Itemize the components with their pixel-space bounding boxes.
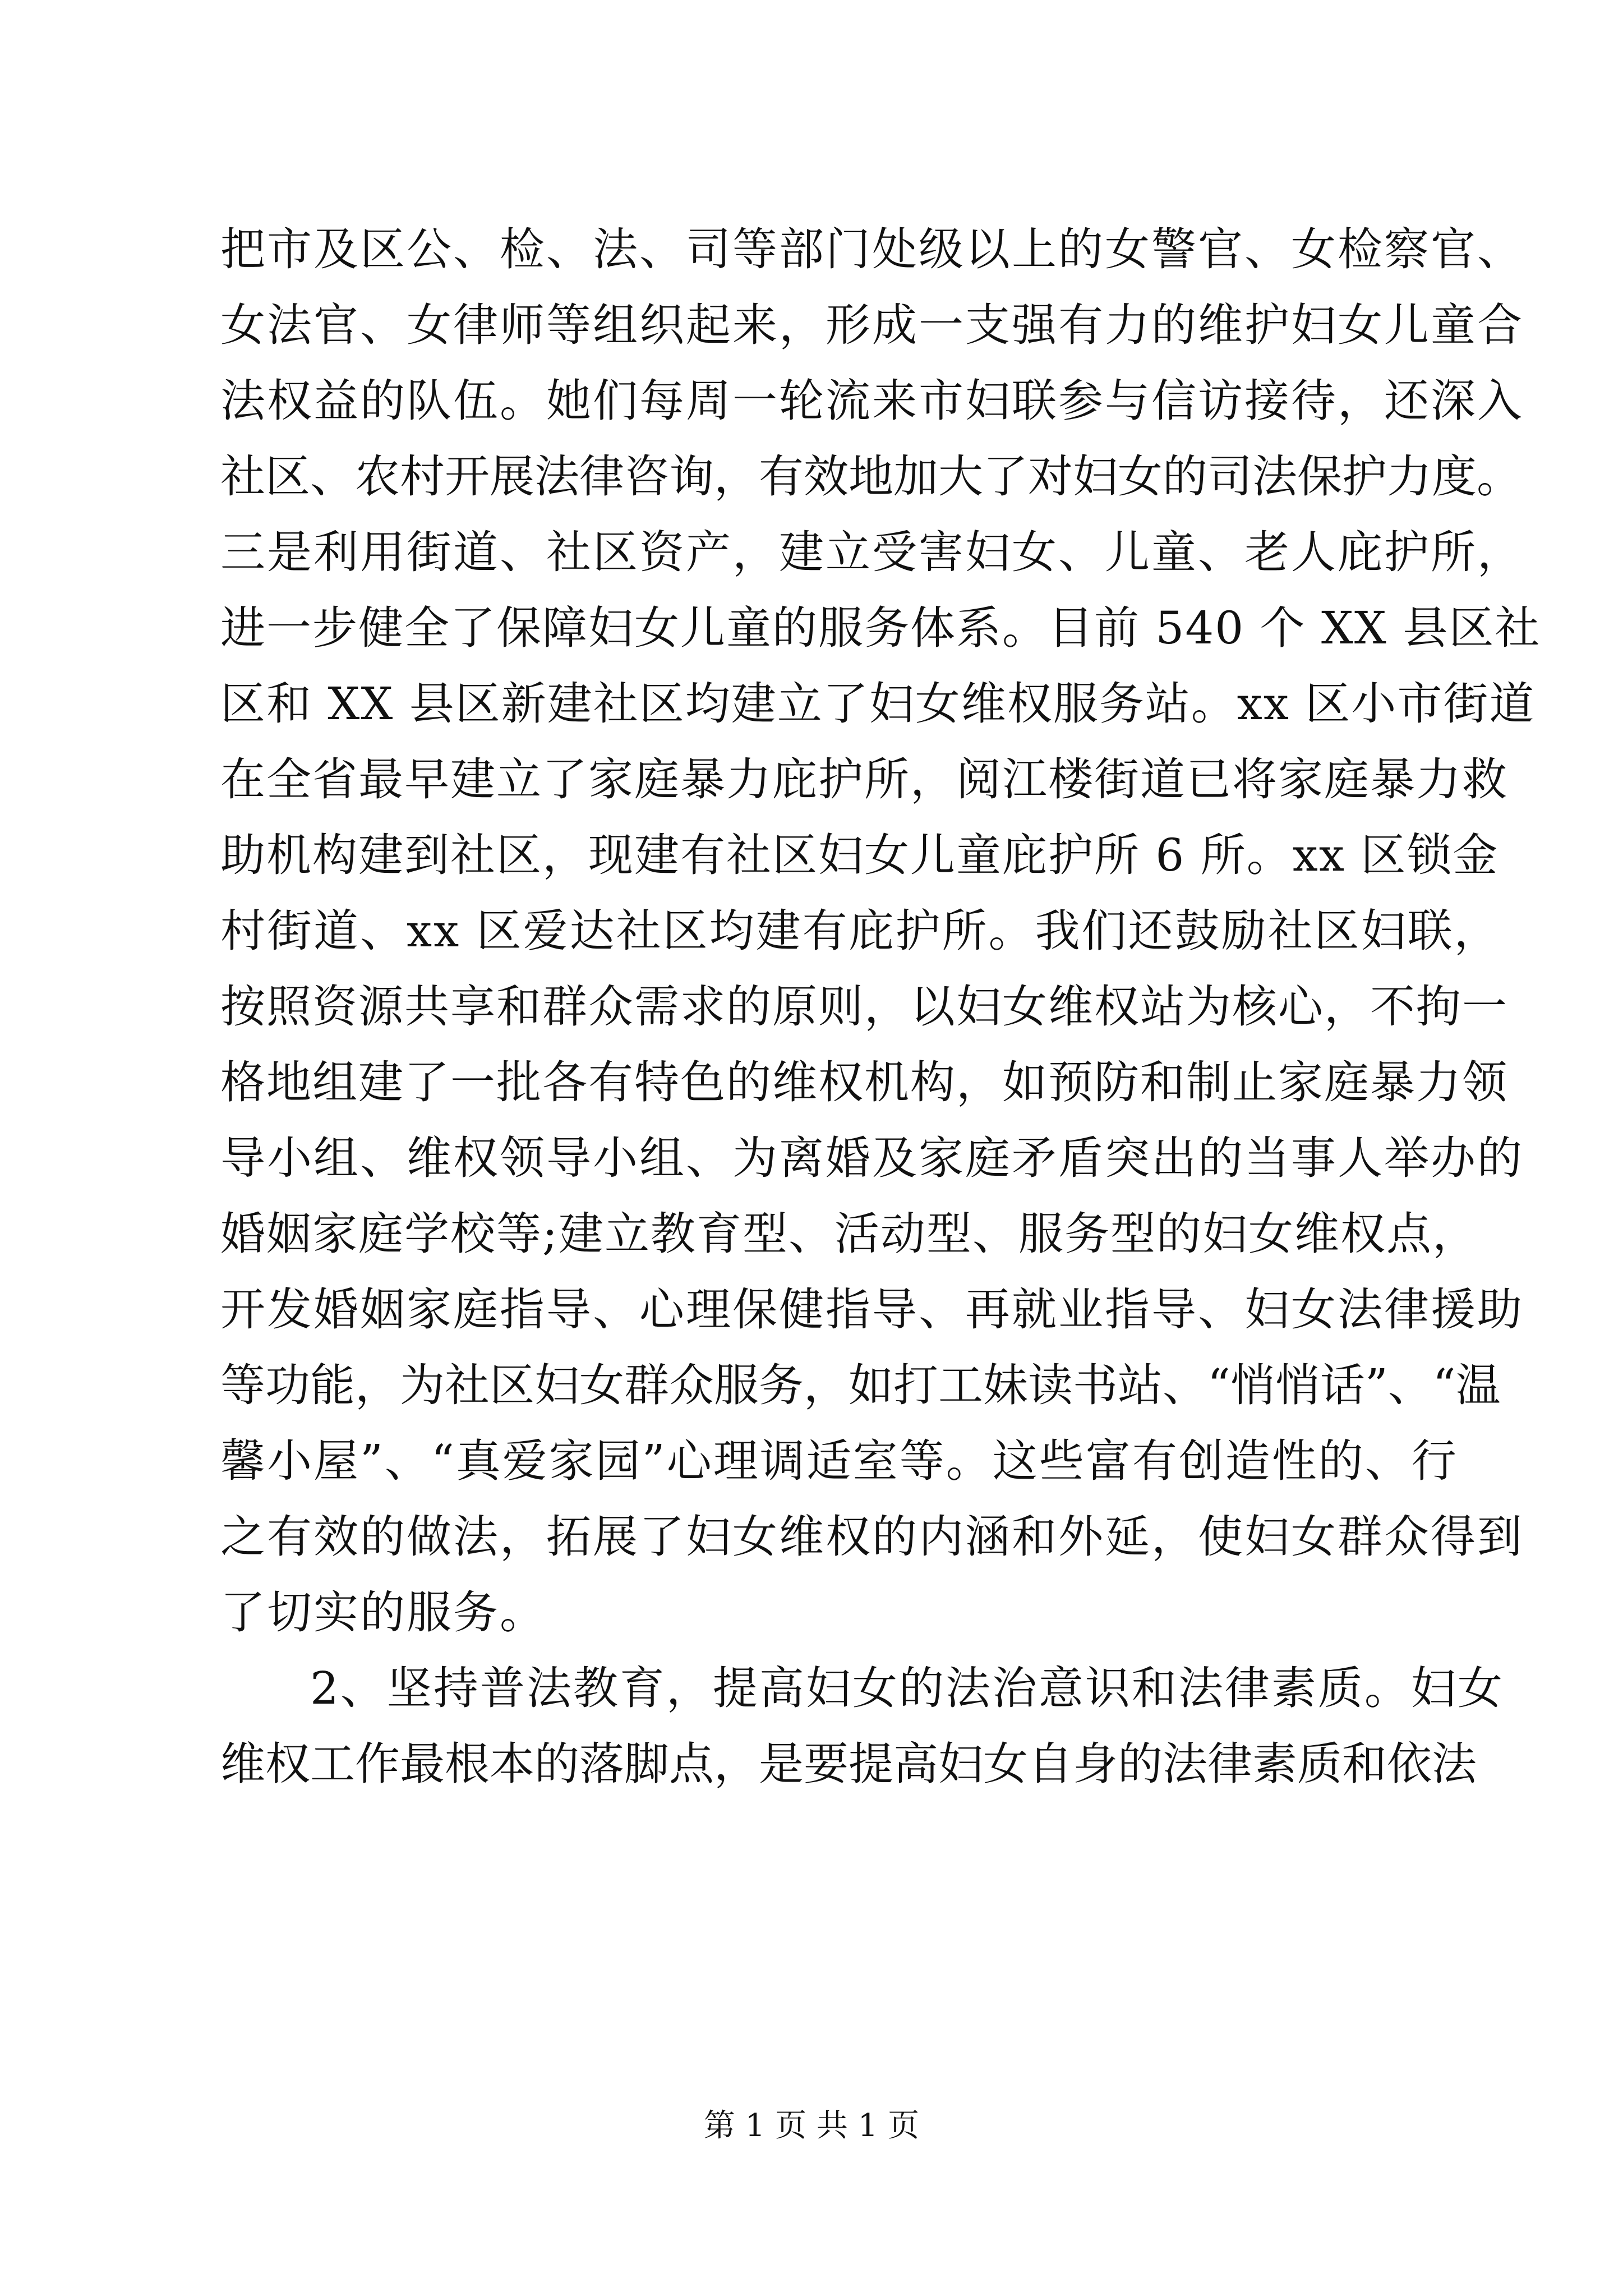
text-line: 馨小屋”、“真爱家园”心理调适室等。这些富有创造性的、行	[220, 1435, 1458, 1487]
text-line: 三是利用街道、社区资产，建立受害妇女、儿童、老人庇护所，	[220, 526, 1524, 578]
text-line: 开发婚姻家庭指导、心理保健指导、再就业指导、妇女法律援助	[220, 1283, 1524, 1336]
text-line: 区和 XX 县区新建社区均建立了妇女维权服务站。xx 区小市街道	[220, 678, 1536, 730]
text-line: 把市及区公、检、法、司等部门处级以上的女警官、女检察官、	[220, 223, 1524, 275]
text-line: 按照资源共享和群众需求的原则，以妇女维权站为核心，不拘一	[220, 981, 1508, 1033]
text-line: 法权益的队伍。她们每周一轮流来市妇联参与信访接待，还深入	[220, 375, 1524, 427]
text-line: 进一步健全了保障妇女儿童的服务体系。目前 540 个 XX 县区社	[220, 602, 1541, 654]
text-line: 女法官、女律师等组织起来，形成一支强有力的维护妇女儿童合	[220, 299, 1524, 351]
text-line: 之有效的做法，拓展了妇女维权的内涵和外延，使妇女群众得到	[220, 1511, 1524, 1563]
text-line: 婚姻家庭学校等;建立教育型、活动型、服务型的妇女维权点，	[220, 1208, 1478, 1260]
text-line: 等功能，为社区妇女群众服务，如打工妹读书站、“悄悄话”、“温	[220, 1359, 1501, 1411]
page-footer: 第 1 页 共 1 页	[703, 2108, 920, 2144]
text-line: 了切实的服务。	[220, 1586, 546, 1639]
text-line: 在全省最早建立了家庭暴力庇护所，阅江楼街道已将家庭暴力救	[220, 753, 1508, 806]
text-line: 助机构建到社区，现建有社区妇女儿童庇护所 6 所。xx 区锁金	[220, 829, 1499, 881]
text-line: 村街道、xx 区爱达社区均建有庇护所。我们还鼓励社区妇联，	[220, 905, 1501, 957]
paragraph-start-line: 2、坚持普法教育，提高妇女的法治意识和法律素质。妇女	[310, 1662, 1504, 1714]
text-line: 维权工作最根本的落脚点，是要提高妇女自身的法律素质和依法	[220, 1738, 1477, 1790]
text-line: 格地组建了一批各有特色的维权机构，如预防和制止家庭暴力领	[220, 1056, 1508, 1108]
text-line: 社区、农村开展法律咨询，有效地加大了对妇女的司法保护力度。	[220, 450, 1521, 503]
text-line: 导小组、维权领导小组、为离婚及家庭矛盾突出的当事人举办的	[220, 1132, 1524, 1184]
